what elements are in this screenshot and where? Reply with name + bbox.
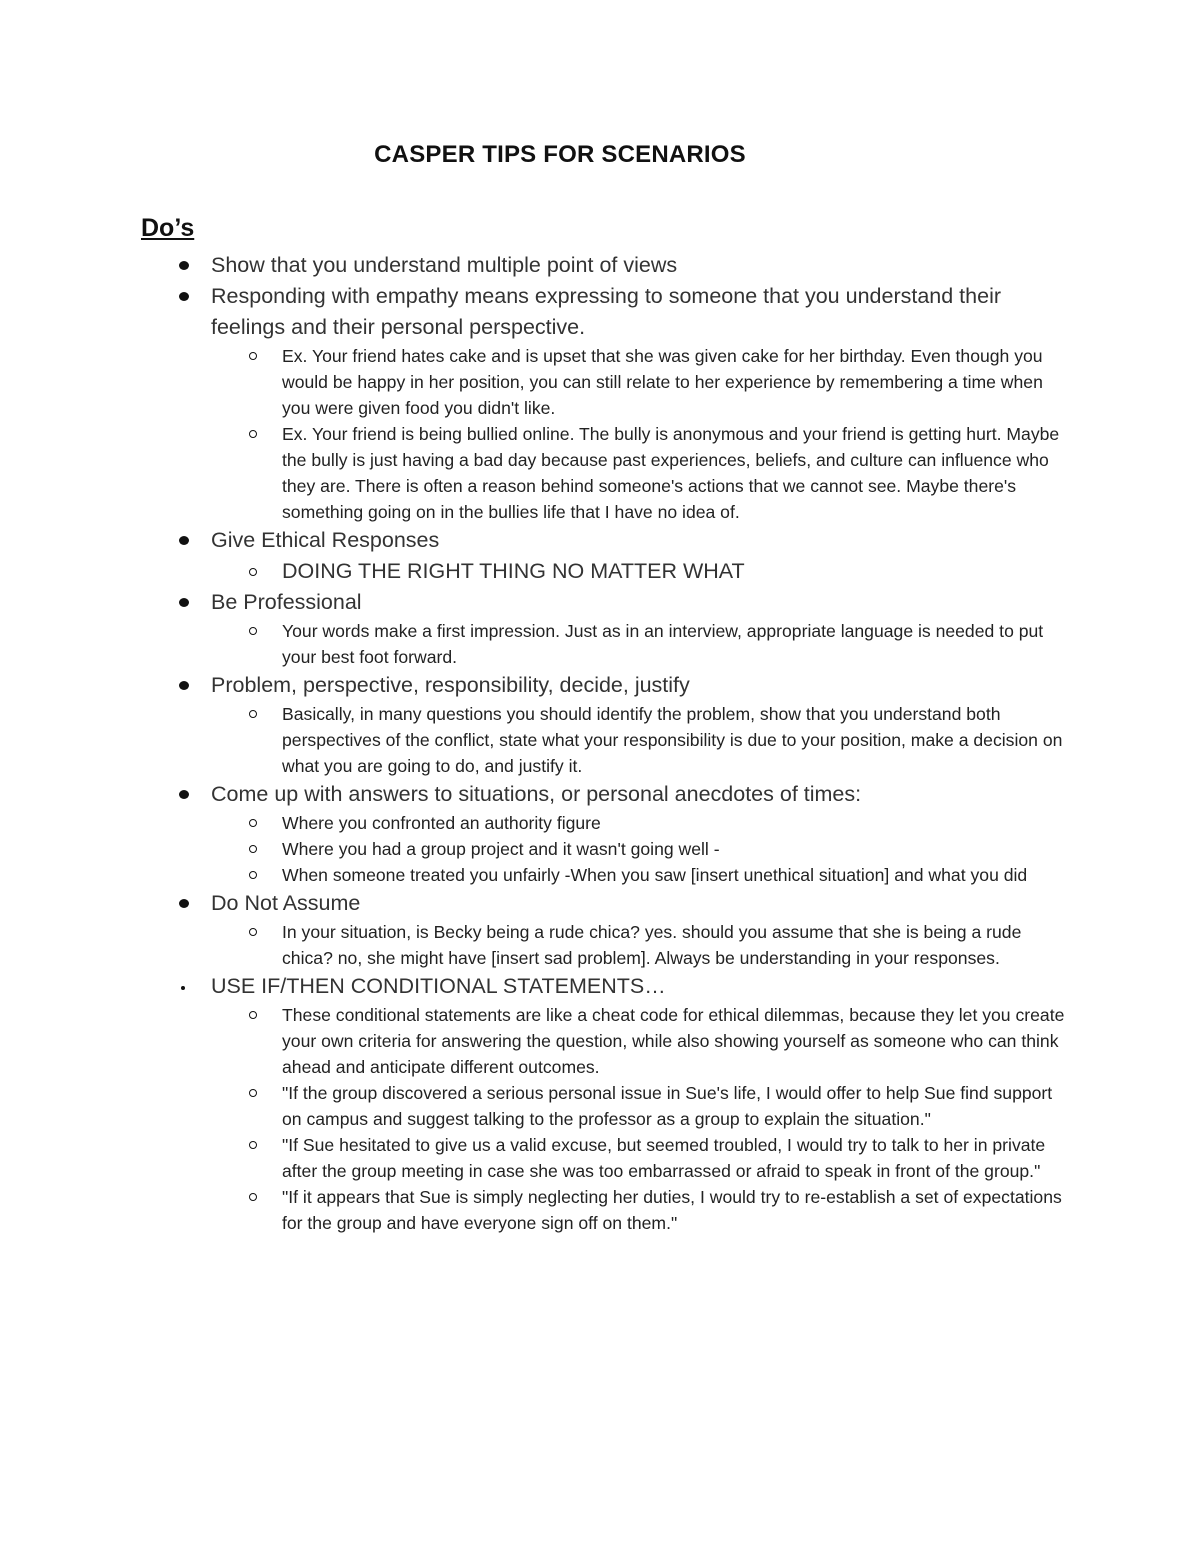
- list-item-text: Give Ethical Responses: [211, 528, 440, 552]
- bullet-icon: [181, 986, 185, 990]
- sub-list-item-text: Your words make a first impression. Just as in an interview, appropriate language is needed to put your best foot forward.: [282, 621, 1044, 667]
- sub-list: [211, 701, 1066, 779]
- sub-list-item: [211, 1132, 1066, 1184]
- sub-list: [211, 556, 1066, 587]
- sub-list-item-text: These conditional statements are like a cheat code for ethical dilemmas, because they let you create your own criteria for answering the question, while also showing yourself as someone who can think ahead and anticipate different outcomes.: [282, 1005, 1065, 1077]
- bullet-icon: [179, 899, 189, 908]
- sub-list: [211, 343, 1066, 525]
- sub-list-item: [211, 810, 1066, 836]
- list-item: [176, 670, 1066, 779]
- list-item-text: Be Professional: [211, 590, 362, 614]
- sub-list-item: [211, 1080, 1066, 1132]
- sub-list-item-text: DOING THE RIGHT THING NO MATTER WHAT: [282, 559, 745, 583]
- list-item-text: Show that you understand multiple point of views: [211, 253, 678, 277]
- sub-list-item: [211, 618, 1066, 670]
- list-item: [176, 525, 1066, 587]
- list-item-text: Problem, perspective, responsibility, decide, justify: [211, 673, 690, 697]
- sub-list-item: [211, 1184, 1066, 1236]
- list-item-text: Come up with answers to situations, or personal anecdotes of times:: [211, 782, 862, 806]
- bullet-icon: [179, 261, 189, 270]
- sub-list-item: [211, 919, 1066, 971]
- list-item: [176, 888, 1066, 971]
- sub-list-item-text: In your situation, is Becky being a rude chica? yes. should you assume that she is being a rude chica? no, she might have [insert sad problem]. Always be understanding in your responses.: [282, 922, 1022, 968]
- circle-bullet-icon: [249, 352, 257, 360]
- circle-bullet-icon: [249, 928, 257, 936]
- list-item-text: Responding with empathy means expressing to someone that you understand their feelings and their personal perspective.: [211, 284, 1001, 339]
- circle-bullet-icon: [249, 1011, 257, 1019]
- circle-bullet-icon: [249, 1089, 257, 1097]
- list-item-text: USE IF/THEN CONDITIONAL STATEMENTS…: [211, 974, 666, 998]
- sub-list-item-text: Where you confronted an authority figure: [282, 813, 601, 833]
- circle-bullet-icon: [249, 845, 257, 853]
- sub-list-item: [211, 836, 1066, 862]
- sub-list: [211, 1002, 1066, 1236]
- sub-list: [211, 618, 1066, 670]
- sub-list-item-text: Basically, in many questions you should identify the problem, show that you understand both perspectives of the conflict, state what your responsibility is due to your position, make a decision on what you are going to do, and justify it.: [282, 704, 1063, 776]
- sub-list-item: [211, 421, 1066, 525]
- circle-bullet-icon: [249, 871, 257, 879]
- sub-list-item-text: When someone treated you unfairly -When you saw [insert unethical situation] and what you did: [282, 865, 1028, 885]
- section-heading-dos: Do’s: [141, 214, 195, 242]
- sub-list-item: [211, 556, 1066, 587]
- list-item: [176, 281, 1066, 525]
- sub-list-item-text: "If it appears that Sue is simply neglecting her duties, I would try to re-establish a set of expectations for the group and have everyone sign off on them.": [282, 1187, 1062, 1233]
- bullet-icon: [179, 790, 189, 799]
- dos-list: [176, 250, 1066, 1236]
- circle-bullet-icon: [249, 1141, 257, 1149]
- circle-bullet-icon: [249, 627, 257, 635]
- sub-list-item: [211, 701, 1066, 779]
- list-item: [176, 250, 1066, 281]
- circle-bullet-icon: [249, 1193, 257, 1201]
- circle-bullet-icon: [249, 568, 257, 576]
- list-item: [176, 587, 1066, 670]
- bullet-icon: [179, 681, 189, 690]
- sub-list: [211, 810, 1066, 888]
- circle-bullet-icon: [249, 710, 257, 718]
- sub-list-item: [211, 1002, 1066, 1080]
- sub-list: [211, 919, 1066, 971]
- sub-list-item-text: Ex. Your friend is being bullied online. The bully is anonymous and your friend is getting hurt. Maybe the bully is just having a bad day because past experiences, beliefs, and culture can influence who they are. There is often a reason behind someone's actions that we cannot see. Maybe there's something going on in the bullies life that I have no idea of.: [282, 424, 1060, 522]
- circle-bullet-icon: [249, 819, 257, 827]
- sub-list-item: [211, 862, 1066, 888]
- bullet-icon: [179, 536, 189, 545]
- sub-list-item-text: "If Sue hesitated to give us a valid excuse, but seemed troubled, I would try to talk to her in private after the group meeting in case she was too embarrassed or afraid to speak in front of the group.": [282, 1135, 1046, 1181]
- list-item: [176, 779, 1066, 888]
- page-title: CASPER TIPS FOR SCENARIOS: [374, 141, 746, 168]
- bullet-icon: [179, 292, 189, 301]
- sub-list-item-text: Where you had a group project and it wasn't going well -: [282, 839, 720, 859]
- list-item-text: Do Not Assume: [211, 891, 361, 915]
- sub-list-item-text: Ex. Your friend hates cake and is upset that she was given cake for her birthday. Even though you would be happy in her position, you can still relate to her experience by remembering a time when you were given food you didn't like.: [282, 346, 1043, 418]
- sub-list-item-text: "If the group discovered a serious personal issue in Sue's life, I would offer to help Sue find support on campus and suggest talking to the professor as a group to explain the situation.": [282, 1083, 1053, 1129]
- circle-bullet-icon: [249, 430, 257, 438]
- sub-list-item: [211, 343, 1066, 421]
- bullet-icon: [179, 598, 189, 607]
- list-item: [176, 971, 1066, 1236]
